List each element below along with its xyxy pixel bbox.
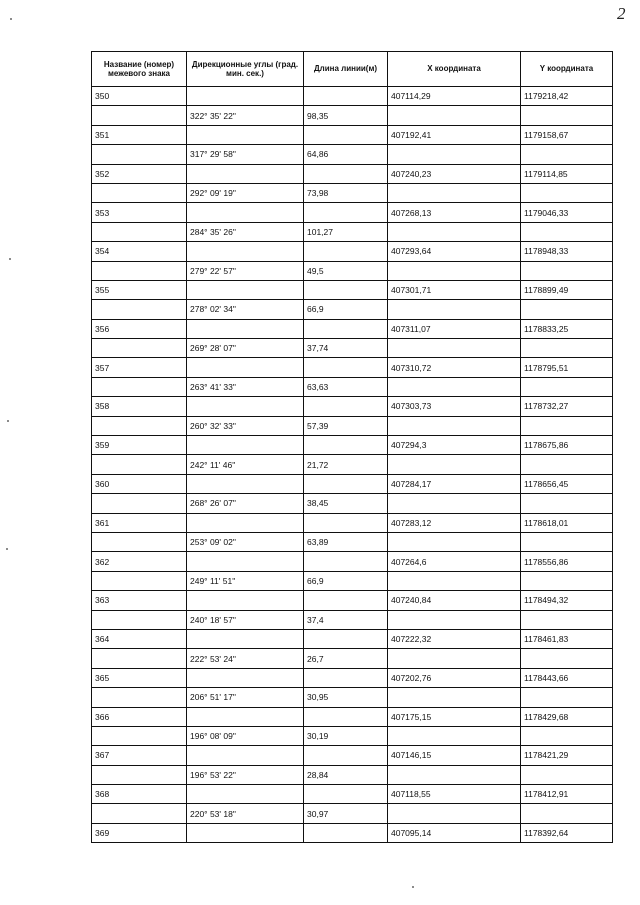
cell-mark-name: 362 — [92, 552, 187, 571]
cell-direction-angle: 292° 09' 19" — [187, 183, 304, 202]
cell-line-length — [304, 823, 388, 842]
cell-direction-angle: 268° 26' 07" — [187, 494, 304, 513]
cell-y-coordinate: 1178899,49 — [521, 280, 613, 299]
cell-y-coordinate: 1179046,33 — [521, 203, 613, 222]
cell-direction-angle — [187, 164, 304, 183]
table-row — [92, 746, 613, 765]
cell-x-coordinate — [388, 377, 521, 396]
cell-direction-angle: 206° 51' 17" — [187, 688, 304, 707]
cell-line-length — [304, 746, 388, 765]
cell-line-length — [304, 358, 388, 377]
table-row — [92, 280, 613, 299]
cell-x-coordinate: 407240,84 — [388, 591, 521, 610]
cell-direction-angle — [187, 397, 304, 416]
table-row — [92, 183, 613, 202]
cell-y-coordinate — [521, 610, 613, 629]
cell-mark-name: 361 — [92, 513, 187, 532]
cell-line-length — [304, 397, 388, 416]
cell-direction-angle: 317° 29' 58" — [187, 145, 304, 164]
cell-direction-angle: 269° 28' 07" — [187, 339, 304, 358]
cell-x-coordinate — [388, 765, 521, 784]
table-row — [92, 785, 613, 804]
cell-mark-name: 360 — [92, 474, 187, 493]
cell-mark-name — [92, 377, 187, 396]
cell-x-coordinate — [388, 106, 521, 125]
cell-x-coordinate — [388, 688, 521, 707]
cell-x-coordinate — [388, 145, 521, 164]
cell-x-coordinate — [388, 804, 521, 823]
cell-y-coordinate: 1178675,86 — [521, 436, 613, 455]
cell-direction-angle: 263° 41' 33" — [187, 377, 304, 396]
table-row — [92, 145, 613, 164]
table-row — [92, 203, 613, 222]
cell-x-coordinate: 407095,14 — [388, 823, 521, 842]
cell-mark-name: 364 — [92, 629, 187, 648]
cell-mark-name — [92, 261, 187, 280]
cell-direction-angle — [187, 629, 304, 648]
cell-line-length — [304, 164, 388, 183]
cell-line-length — [304, 87, 388, 106]
cell-y-coordinate — [521, 726, 613, 745]
scan-speck — [7, 420, 9, 422]
cell-direction-angle — [187, 591, 304, 610]
cell-mark-name: 353 — [92, 203, 187, 222]
cell-y-coordinate — [521, 765, 613, 784]
cell-direction-angle — [187, 785, 304, 804]
table-header-row — [92, 52, 613, 87]
table-row — [92, 610, 613, 629]
table-row — [92, 416, 613, 435]
cell-x-coordinate — [388, 649, 521, 668]
table-row — [92, 242, 613, 261]
cell-line-length: 30,95 — [304, 688, 388, 707]
cell-x-coordinate: 407222,32 — [388, 629, 521, 648]
table-row — [92, 707, 613, 726]
cell-x-coordinate: 407284,17 — [388, 474, 521, 493]
cell-y-coordinate — [521, 494, 613, 513]
cell-y-coordinate: 1178556,86 — [521, 552, 613, 571]
table-row — [92, 455, 613, 474]
cell-line-length — [304, 552, 388, 571]
cell-y-coordinate: 1178421,29 — [521, 746, 613, 765]
cell-line-length: 64,86 — [304, 145, 388, 164]
cell-y-coordinate: 1178443,66 — [521, 668, 613, 687]
cell-x-coordinate: 407268,13 — [388, 203, 521, 222]
cell-y-coordinate: 1178412,91 — [521, 785, 613, 804]
table-row — [92, 87, 613, 106]
cell-mark-name — [92, 532, 187, 551]
cell-mark-name — [92, 804, 187, 823]
cell-x-coordinate: 407293,64 — [388, 242, 521, 261]
scan-speck — [10, 18, 12, 20]
cell-line-length — [304, 436, 388, 455]
cell-x-coordinate: 407294,3 — [388, 436, 521, 455]
table-body — [92, 87, 613, 843]
cell-line-length: 101,27 — [304, 222, 388, 241]
cell-mark-name — [92, 649, 187, 668]
header-line-length: Длина линии(м) — [304, 52, 388, 87]
cell-direction-angle: 278° 02' 34" — [187, 300, 304, 319]
table-row — [92, 106, 613, 125]
cell-y-coordinate: 1179218,42 — [521, 87, 613, 106]
cell-line-length: 63,63 — [304, 377, 388, 396]
cell-direction-angle: 242° 11' 46" — [187, 455, 304, 474]
table-row — [92, 571, 613, 590]
table-row — [92, 319, 613, 338]
cell-y-coordinate — [521, 455, 613, 474]
cell-direction-angle — [187, 358, 304, 377]
cell-direction-angle — [187, 319, 304, 338]
cell-y-coordinate: 1178392,64 — [521, 823, 613, 842]
cell-y-coordinate: 1178618,01 — [521, 513, 613, 532]
cell-mark-name — [92, 571, 187, 590]
cell-direction-angle: 253° 09' 02" — [187, 532, 304, 551]
cell-direction-angle — [187, 203, 304, 222]
cell-direction-angle — [187, 242, 304, 261]
cell-direction-angle — [187, 87, 304, 106]
cell-x-coordinate: 407202,76 — [388, 668, 521, 687]
cell-mark-name — [92, 494, 187, 513]
cell-x-coordinate: 407264,6 — [388, 552, 521, 571]
cell-line-length: 37,74 — [304, 339, 388, 358]
table-row — [92, 494, 613, 513]
scan-speck — [412, 886, 414, 888]
cell-mark-name — [92, 106, 187, 125]
table-row — [92, 358, 613, 377]
cell-mark-name — [92, 222, 187, 241]
cell-mark-name: 368 — [92, 785, 187, 804]
cell-mark-name: 356 — [92, 319, 187, 338]
cell-x-coordinate — [388, 183, 521, 202]
cell-direction-angle — [187, 746, 304, 765]
cell-x-coordinate: 407118,55 — [388, 785, 521, 804]
cell-y-coordinate: 1178656,45 — [521, 474, 613, 493]
cell-mark-name — [92, 339, 187, 358]
cell-x-coordinate — [388, 300, 521, 319]
cell-y-coordinate: 1178494,32 — [521, 591, 613, 610]
cell-mark-name: 355 — [92, 280, 187, 299]
cell-line-length: 28,84 — [304, 765, 388, 784]
cell-y-coordinate — [521, 688, 613, 707]
cell-y-coordinate — [521, 649, 613, 668]
cell-line-length: 30,19 — [304, 726, 388, 745]
cell-direction-angle — [187, 474, 304, 493]
cell-direction-angle — [187, 280, 304, 299]
cell-x-coordinate — [388, 416, 521, 435]
table-row — [92, 474, 613, 493]
cell-y-coordinate: 1178732,27 — [521, 397, 613, 416]
cell-line-length — [304, 125, 388, 144]
table-row — [92, 668, 613, 687]
cell-direction-angle: 196° 08' 09" — [187, 726, 304, 745]
cell-x-coordinate: 407175,15 — [388, 707, 521, 726]
cell-mark-name — [92, 300, 187, 319]
cell-y-coordinate — [521, 106, 613, 125]
cell-mark-name — [92, 610, 187, 629]
header-direction-angle: Дирекционные углы (град. мин. сек.) — [187, 52, 304, 87]
page-number: 2 — [617, 4, 625, 23]
table-row — [92, 804, 613, 823]
cell-direction-angle — [187, 552, 304, 571]
table-row — [92, 222, 613, 241]
cell-y-coordinate — [521, 222, 613, 241]
cell-line-length — [304, 513, 388, 532]
cell-y-coordinate: 1179114,85 — [521, 164, 613, 183]
cell-direction-angle — [187, 668, 304, 687]
cell-direction-angle: 279° 22' 57" — [187, 261, 304, 280]
table-row — [92, 339, 613, 358]
cell-line-length: 98,35 — [304, 106, 388, 125]
cell-direction-angle: 322° 35' 22" — [187, 106, 304, 125]
cell-x-coordinate — [388, 610, 521, 629]
table-row — [92, 823, 613, 842]
cell-x-coordinate: 407146,15 — [388, 746, 521, 765]
cell-direction-angle: 220° 53' 18" — [187, 804, 304, 823]
cell-mark-name: 357 — [92, 358, 187, 377]
table-row — [92, 726, 613, 745]
cell-line-length: 73,98 — [304, 183, 388, 202]
cell-x-coordinate: 407240,23 — [388, 164, 521, 183]
cell-line-length — [304, 319, 388, 338]
cell-direction-angle — [187, 436, 304, 455]
header-y-coordinate: Y координата — [521, 52, 613, 87]
cell-direction-angle: 196° 53' 22" — [187, 765, 304, 784]
cell-x-coordinate: 407114,29 — [388, 87, 521, 106]
cell-mark-name: 367 — [92, 746, 187, 765]
cell-line-length — [304, 591, 388, 610]
cell-line-length: 63,89 — [304, 532, 388, 551]
scan-speck — [9, 258, 11, 260]
cell-mark-name: 352 — [92, 164, 187, 183]
cell-line-length — [304, 668, 388, 687]
cell-y-coordinate: 1178795,51 — [521, 358, 613, 377]
cell-line-length: 38,45 — [304, 494, 388, 513]
cell-line-length — [304, 203, 388, 222]
cell-x-coordinate: 407301,71 — [388, 280, 521, 299]
cell-x-coordinate: 407310,72 — [388, 358, 521, 377]
cell-mark-name — [92, 688, 187, 707]
cell-line-length — [304, 242, 388, 261]
cell-y-coordinate: 1178833,25 — [521, 319, 613, 338]
cell-x-coordinate: 407283,12 — [388, 513, 521, 532]
cell-x-coordinate: 407192,41 — [388, 125, 521, 144]
cell-mark-name — [92, 765, 187, 784]
scan-speck — [6, 548, 8, 550]
cell-mark-name: 359 — [92, 436, 187, 455]
cell-y-coordinate: 1178461,83 — [521, 629, 613, 648]
table-row — [92, 125, 613, 144]
cell-y-coordinate — [521, 571, 613, 590]
table-row — [92, 436, 613, 455]
cell-direction-angle — [187, 823, 304, 842]
cell-direction-angle — [187, 125, 304, 144]
cell-line-length — [304, 629, 388, 648]
cell-y-coordinate — [521, 416, 613, 435]
cell-mark-name — [92, 455, 187, 474]
cell-mark-name: 351 — [92, 125, 187, 144]
cell-line-length — [304, 707, 388, 726]
table-row — [92, 513, 613, 532]
cell-line-length — [304, 280, 388, 299]
table-row — [92, 765, 613, 784]
cell-y-coordinate — [521, 377, 613, 396]
table-row — [92, 629, 613, 648]
cell-line-length — [304, 785, 388, 804]
cell-line-length — [304, 474, 388, 493]
cell-line-length: 21,72 — [304, 455, 388, 474]
cell-mark-name — [92, 183, 187, 202]
cell-line-length: 66,9 — [304, 300, 388, 319]
table-row — [92, 377, 613, 396]
cell-mark-name: 365 — [92, 668, 187, 687]
table-row — [92, 300, 613, 319]
cell-line-length: 66,9 — [304, 571, 388, 590]
cell-line-length: 57,39 — [304, 416, 388, 435]
cell-x-coordinate — [388, 494, 521, 513]
cell-x-coordinate — [388, 532, 521, 551]
cell-y-coordinate: 1178948,33 — [521, 242, 613, 261]
cell-y-coordinate — [521, 261, 613, 280]
cell-y-coordinate — [521, 804, 613, 823]
table-row — [92, 532, 613, 551]
cell-y-coordinate — [521, 532, 613, 551]
cell-y-coordinate — [521, 183, 613, 202]
cell-x-coordinate — [388, 571, 521, 590]
cell-x-coordinate — [388, 222, 521, 241]
header-mark-name: Название (номер) межевого знака — [92, 52, 187, 87]
cell-mark-name — [92, 416, 187, 435]
cell-x-coordinate — [388, 726, 521, 745]
cell-mark-name: 350 — [92, 87, 187, 106]
cell-mark-name: 354 — [92, 242, 187, 261]
cell-x-coordinate: 407311,07 — [388, 319, 521, 338]
cell-direction-angle: 240° 18' 57" — [187, 610, 304, 629]
cell-direction-angle: 249° 11' 51" — [187, 571, 304, 590]
table-row — [92, 164, 613, 183]
cell-direction-angle — [187, 513, 304, 532]
cell-mark-name — [92, 726, 187, 745]
cell-line-length: 49,5 — [304, 261, 388, 280]
cell-y-coordinate — [521, 339, 613, 358]
cell-mark-name — [92, 145, 187, 164]
boundary-marks-table — [91, 51, 613, 843]
cell-direction-angle: 260° 32' 33" — [187, 416, 304, 435]
cell-mark-name: 366 — [92, 707, 187, 726]
cell-x-coordinate: 407303,73 — [388, 397, 521, 416]
cell-line-length: 26,7 — [304, 649, 388, 668]
cell-y-coordinate: 1178429,68 — [521, 707, 613, 726]
cell-direction-angle — [187, 707, 304, 726]
cell-y-coordinate — [521, 145, 613, 164]
cell-y-coordinate — [521, 300, 613, 319]
cell-direction-angle: 284° 35' 26" — [187, 222, 304, 241]
cell-mark-name: 369 — [92, 823, 187, 842]
table-row — [92, 261, 613, 280]
cell-x-coordinate — [388, 339, 521, 358]
table-row — [92, 591, 613, 610]
header-x-coordinate: X координата — [388, 52, 521, 87]
cell-y-coordinate: 1179158,67 — [521, 125, 613, 144]
table-row — [92, 552, 613, 571]
cell-line-length: 30,97 — [304, 804, 388, 823]
cell-mark-name: 363 — [92, 591, 187, 610]
cell-direction-angle: 222° 53' 24" — [187, 649, 304, 668]
table-row — [92, 649, 613, 668]
cell-x-coordinate — [388, 261, 521, 280]
cell-mark-name: 358 — [92, 397, 187, 416]
cell-x-coordinate — [388, 455, 521, 474]
table-row — [92, 397, 613, 416]
table-row — [92, 688, 613, 707]
cell-line-length: 37,4 — [304, 610, 388, 629]
